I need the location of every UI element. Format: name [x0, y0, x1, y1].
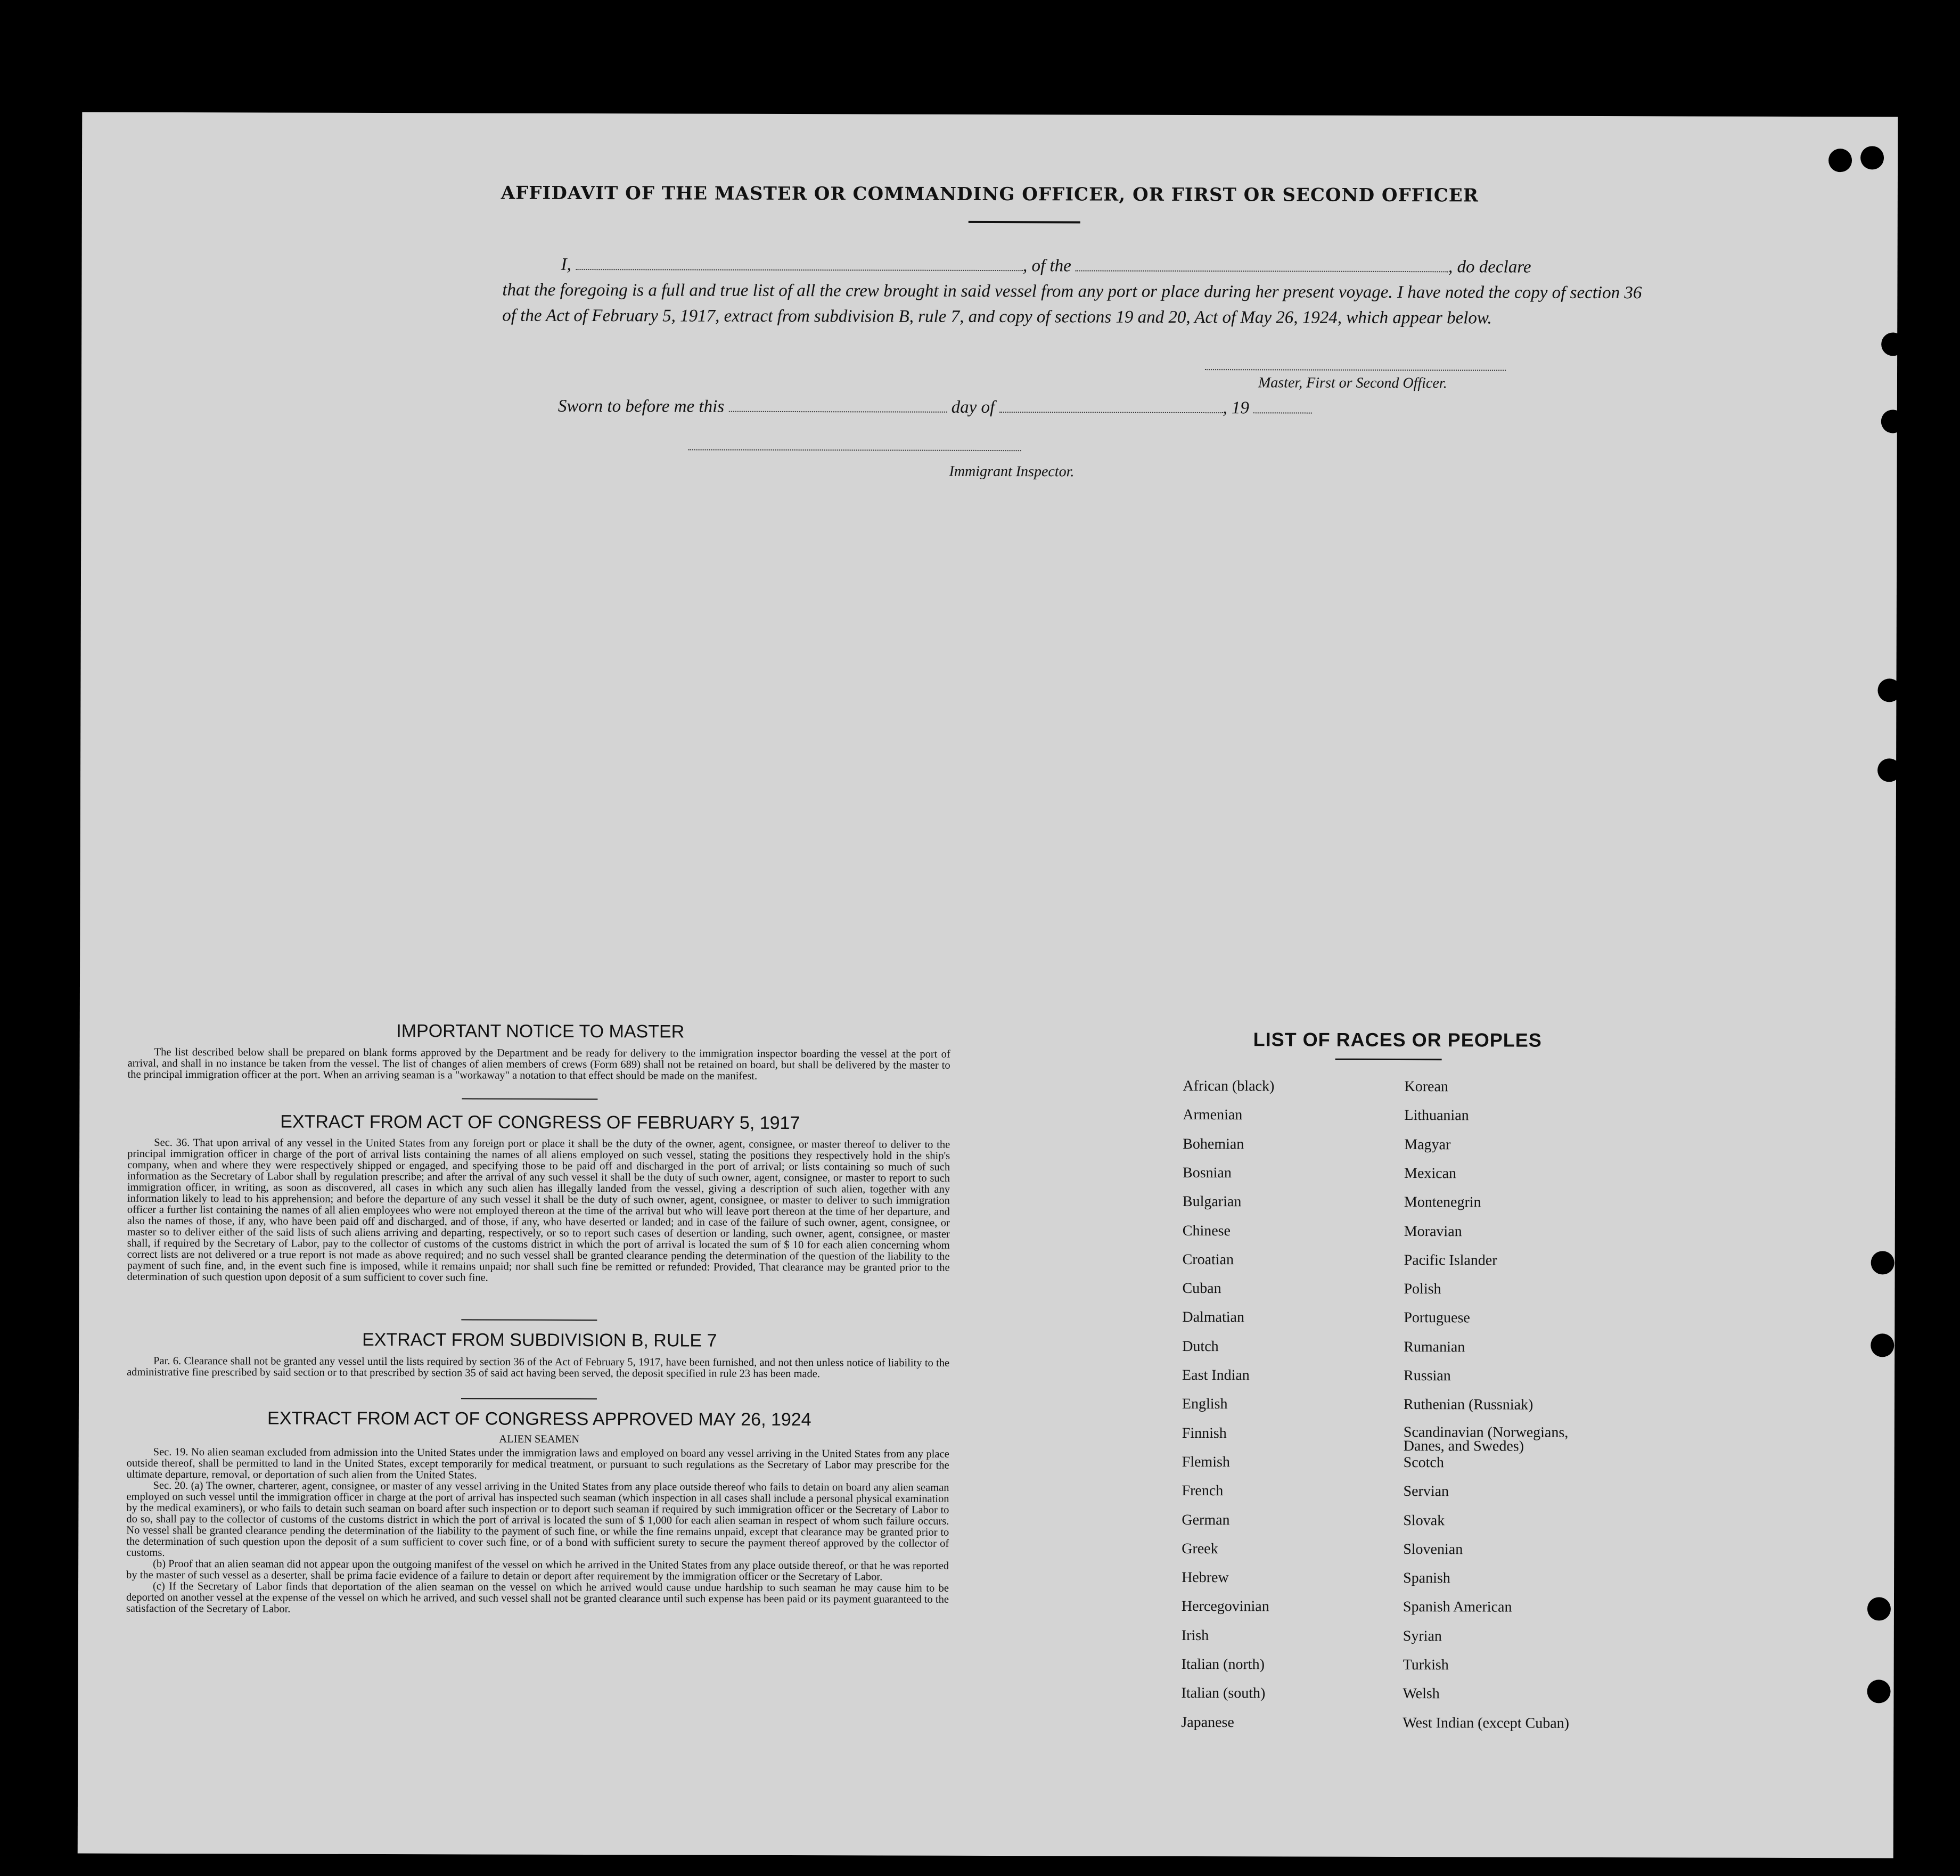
race-item: Portuguese: [1404, 1309, 1470, 1326]
race-item: Bulgarian: [1182, 1193, 1242, 1210]
punch-hole-icon: [1860, 146, 1884, 169]
punch-hole-icon: [1881, 332, 1905, 356]
race-item: Bohemian: [1183, 1135, 1244, 1152]
notice-heading: IMPORTANT NOTICE TO MASTER: [396, 1021, 685, 1042]
race-item: African (black): [1183, 1077, 1275, 1095]
race-item: Armenian: [1183, 1107, 1243, 1124]
race-item: Montenegrin: [1404, 1194, 1481, 1211]
vessel-field[interactable]: [1076, 255, 1448, 272]
punch-hole-icon: [1871, 1251, 1895, 1274]
race-item: Polish: [1404, 1281, 1441, 1298]
race-item: Hercegovinian: [1181, 1598, 1269, 1615]
race-item: Syrian: [1403, 1627, 1442, 1644]
punch-hole-icon: [1871, 1333, 1894, 1357]
race-item: Japanese: [1181, 1714, 1234, 1731]
punch-hole-icon: [1877, 758, 1901, 782]
race-item: Italian (north): [1181, 1656, 1265, 1673]
race-item: Croatian: [1182, 1251, 1234, 1268]
race-item: Magyar: [1404, 1136, 1451, 1153]
race-item: Servian: [1403, 1483, 1449, 1500]
race-item: Cuban: [1182, 1280, 1221, 1297]
punch-hole-icon: [1828, 149, 1852, 172]
race-item: Pacific Islander: [1404, 1251, 1497, 1269]
race-item: West Indian (except Cuban): [1403, 1714, 1570, 1732]
declaration-text: that the foregoing is a full and true list of all the crew brought in said vessel from any port or place during her present voyage. I have noted the copy of section 36 of the Act of February 5, 1917, extract from subdivision B, rule 7, and copy of sections 19 and 20, Act of May 26, 1924, which appear below.: [502, 280, 1642, 328]
race-item: Slovak: [1403, 1512, 1445, 1529]
extract-1917-text: Sec. 36. That upon arrival of any vessel in the United States from any foreign port or place it shall be the duty of the owner, agent, consignee, or master thereof to deliver to the principal immigration officer in charge of the port of arrival lists containing the names of all aliens employed on such vessel, stating the positions they respectively hold in the ship's company, when and where they were respectively shipped or engaged, and specifying those to be paid off and discharged in the port of arrival; or lists containing so much of such information as the Secretary of Labor shall by regulation prescribe; and after the arrival of any such vessel it shall be the duty of such owner, agent, consignee, or master to report to such immigration officer, in writing, as soon as discovered, all cases in which any such alien has illegally landed from the vessel, giving a description of such alien, together with any information likely to lead to his apprehension; and before the departure of any such vessel it shall be the duty of such owner, agent, consignee, or master to deliver to such immigration officer a further list containing the names of all alien employees who were not employed thereon at the time of the arrival but who will leave port thereon at the time of her departure, and also the names of those, if any, who have been paid off and discharged, and of those, if any, who have deserted or landed; and in case of the failure of such owner, agent, consignee, or master so to deliver either of the said lists of such aliens arriving and departing, respectively, or so to report such cases of desertion or landing, such owner, agent, consignee, or master shall, if required by the Secretary of Labor, pay to the collector of customs of the customs district in which the port of arrival is located the sum of $ 10 for each alien concerning whom correct lists are not delivered or a true report is not made as above required; and no such vessel shall be granted clearance pending the determination of the question of the liability to the payment of such fine, and, in the event such fine is imposed, while it remains unpaid; nor shall such fine be remitted or refunded: Provided, That clearance may be granted prior to the determination of such question upon deposit of a sum sufficient to cover such fine.: [127, 1136, 950, 1284]
race-item: Italian (south): [1181, 1685, 1266, 1702]
inspector-signature-line[interactable]: [688, 449, 1021, 452]
extract-rule7-text: Par. 6. Clearance shall not be granted any vessel until the lists required by section 36 of the Act of February 5, 1917, have been furnished, and not then unless notice of liability to the administrative fine prescribed by said section or to that prescribed by section 35 of said act having been served, the deposit specified in rule 23 has been made.: [127, 1355, 950, 1380]
race-item: Spanish: [1403, 1570, 1450, 1587]
race-item: Ruthenian (Russniak): [1403, 1396, 1533, 1413]
race-item: Welsh: [1403, 1685, 1440, 1702]
alien-seamen-subheading: ALIEN SEAMEN: [499, 1433, 580, 1445]
race-item: Hebrew: [1182, 1569, 1229, 1586]
divider: [1335, 1059, 1442, 1061]
sworn-line: Sworn to before me this day of , 19: [558, 396, 1312, 419]
race-item: Dutch: [1182, 1338, 1219, 1355]
extract-1917-heading: EXTRACT FROM ACT OF CONGRESS OF FEBRUARY 5, 1917: [280, 1111, 800, 1134]
race-item: Russian: [1404, 1367, 1451, 1385]
name-field[interactable]: [576, 254, 1023, 271]
race-item: Flemish: [1182, 1453, 1230, 1471]
punch-hole-icon: [1867, 1597, 1891, 1620]
extract-rule7-heading: EXTRACT FROM SUBDIVISION B, RULE 7: [362, 1329, 717, 1351]
race-item: Korean: [1404, 1078, 1448, 1095]
race-item: French: [1182, 1482, 1224, 1500]
divider: [461, 1319, 597, 1321]
sworn-day-field[interactable]: [728, 396, 947, 413]
inspector-label: Immigrant Inspector.: [949, 463, 1075, 480]
race-item: Spanish American: [1403, 1599, 1512, 1616]
race-item: English: [1182, 1396, 1228, 1413]
race-item: Mexican: [1404, 1165, 1457, 1182]
punch-hole-icon: [1881, 409, 1905, 433]
race-item: Turkish: [1403, 1657, 1449, 1674]
race-item: Rumanian: [1404, 1338, 1465, 1356]
extract-1924-heading: EXTRACT FROM ACT OF CONGRESS APPROVED MAY 26, 1924: [267, 1408, 811, 1430]
notice-text: The list described below shall be prepared on blank forms approved by the Department and be ready for delivery to the immigration inspector boarding the vessel at the port of arrival, and shall in no instance be taken from the vessel. The list of changes of alien members of crews (Form 689) shall not be retained on board, but shall be delivered by the master to the principal immigration officer at the port. When an arriving seaman is a "workaway" a notation to that effect should be made on the manifest.: [127, 1046, 950, 1082]
form-page: [78, 112, 1898, 1858]
race-item: Dalmatian: [1182, 1309, 1245, 1326]
race-item: Irish: [1181, 1627, 1209, 1644]
master-signature-label: Master, First or Second Officer.: [1258, 374, 1447, 392]
race-item: Finnish: [1182, 1424, 1227, 1441]
sworn-year-field[interactable]: [1253, 397, 1312, 413]
affidavit-title: AFFIDAVIT OF THE MASTER OR COMMANDING OFFICER, OR FIRST OR SECOND OFFICER: [501, 182, 1479, 207]
race-item: East Indian: [1182, 1366, 1250, 1384]
race-item: Chinese: [1182, 1222, 1231, 1239]
punch-hole-icon: [1867, 1680, 1890, 1703]
divider: [461, 1398, 597, 1399]
master-signature-line[interactable]: [1205, 369, 1506, 371]
race-item: Scotch: [1403, 1454, 1444, 1471]
race-item: Slovenian: [1403, 1541, 1463, 1558]
race-item: Bosnian: [1183, 1164, 1232, 1182]
race-item: Moravian: [1404, 1223, 1462, 1240]
race-item: Scandinavian (Norwegians, Danes, and Swedes): [1403, 1423, 1569, 1455]
race-item: Lithuanian: [1404, 1107, 1469, 1124]
races-list-title: LIST OF RACES OR PEOPLES: [1253, 1028, 1542, 1051]
extract-1924-text: Sec. 19. No alien seaman excluded from admission into the United States under the immigration laws and employed on board any vessel arriving in the United States from any place outside thereof, shall be permitted to land in the United States, except temporarily for medical treatment, or pursuant to such regulations as the Secretary of Labor may prescribe for the ultimate departure, removal, or deportation of such alien from the United States. Sec. 20. (a) The owner, charterer, agent, consignee, or master of any vessel arriving in the United States from any place outside thereof who fails to detain on board any alien seaman employed on such vessel until the immigration officer in charge at the port of arrival has inspected such seaman (which inspection in all cases shall include a personal physical examination by the medical examiners), or who fails to detain such seaman on board after such inspection or to deport such seaman if required by such immigration officer or the Secretary of Labor to do so, shall pay to the collector of customs of the customs district in which the port of arrival is located the sum of $ 1,000 for each alien seaman in respect of whom such failure occurs. No vessel shall be granted clearance pending the determination of the liability to the payment of such fine, or while the fine remains unpaid, except that clearance may be granted prior to the determination of such question upon the deposit of a sum sufficient to cover such fine, or of a bond with sufficient surety to secure the payment thereof approved by the collector of customs. (b) Proof that an alien seaman did not appear upon the outgoing manifest of the vessel on which he arrived in the United States from any place outside thereof, or that he was reported by the master of such vessel as a deserter, shall be prima facie evidence of a failure to detain or deport after requirement by the immigration officer or the Secretary of Labor. (c) If the Secretary of Labor finds that deportation of the alien seaman on the vessel on which he arrived would cause undue hardship to such seaman he may cause him to be deported on another vessel at the expense of the vessel on which he arrived, and such vessel shall not be granted clearance until such expense has been paid or its payment guaranteed to the satisfaction of the Secretary of Labor.: [126, 1446, 949, 1615]
affidavit-body: I, , of the , do declare that the foregoing is a full and true list of all the crew brought in said vessel from any port or place during her present voyage. I have noted the copy of section 36 of the Act of February 5, 1917, extract from subdivision B, rule 7, and copy of sections 19 and 20, Act of May 26, 1924, which appear below.: [502, 252, 1642, 332]
race-item: Greek: [1182, 1540, 1218, 1557]
race-item: German: [1182, 1511, 1230, 1528]
divider: [969, 221, 1080, 224]
punch-hole-icon: [1877, 678, 1901, 702]
sworn-month-field[interactable]: [999, 397, 1223, 413]
divider: [462, 1098, 597, 1100]
